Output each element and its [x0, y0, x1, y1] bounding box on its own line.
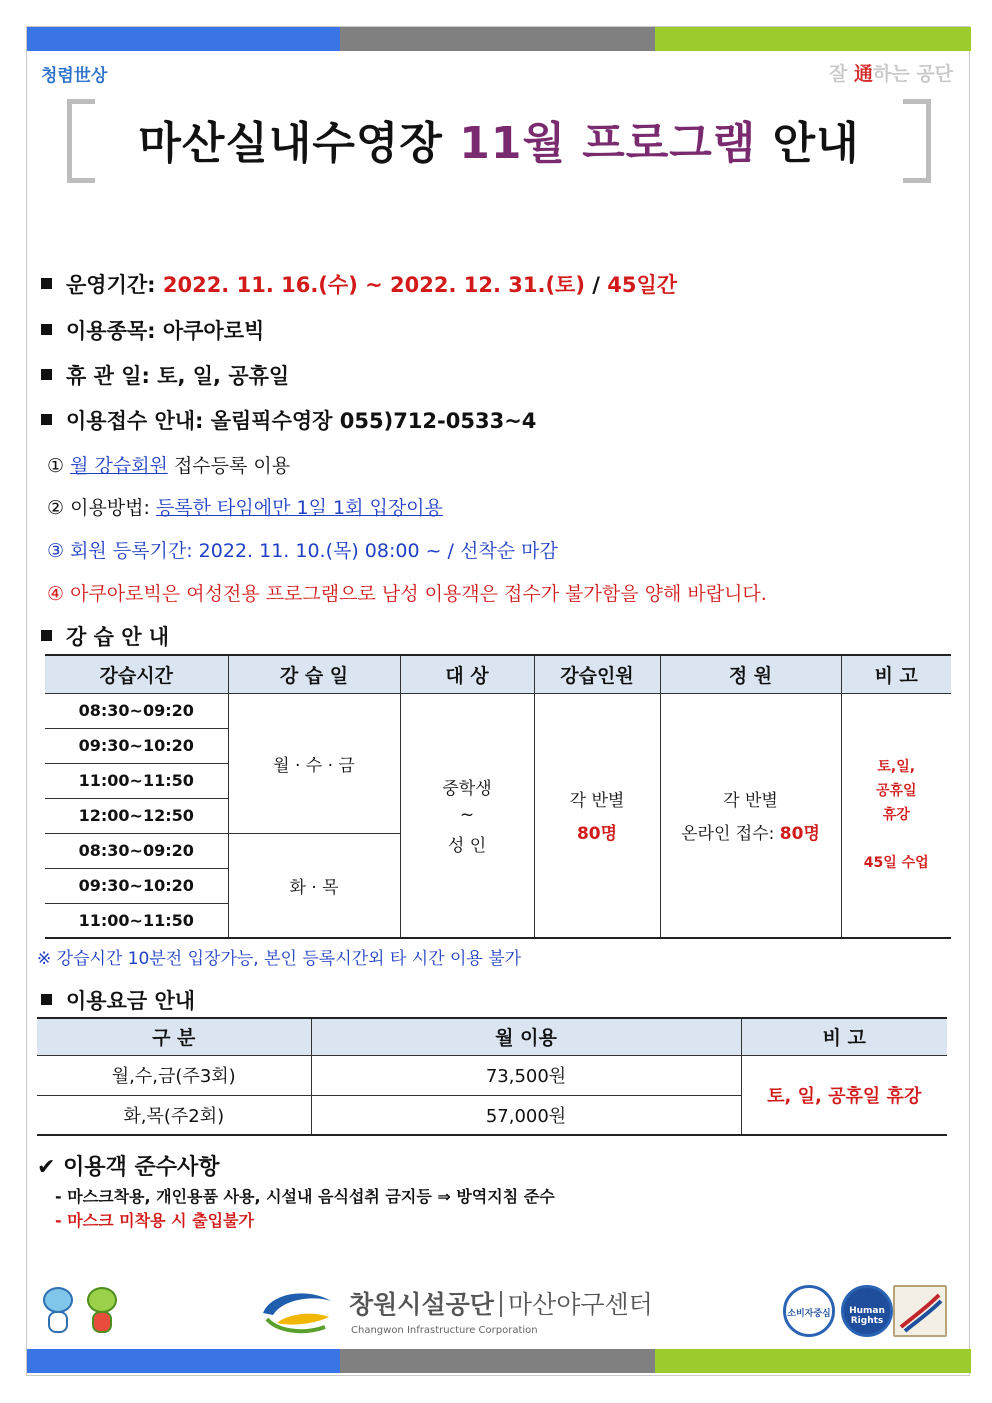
cert-emblem-icon [893, 1285, 947, 1337]
document-page [26, 26, 970, 1376]
corp-logo-icon [257, 1283, 337, 1339]
time-cell: 09:30~10:20 [45, 728, 228, 763]
fee-note-cell: 토, 일, 공휴일 휴강 [741, 1055, 947, 1135]
days-cell-mwf: 월 · 수 · 금 [228, 693, 400, 833]
info-period: 운영기간: 2022. 11. 16.(수) ~ 2022. 12. 31.(토) / 45일간 [41, 269, 677, 299]
class-size-cell: 각 반별 80명 [534, 693, 660, 938]
top-color-stripe [27, 27, 971, 51]
header-cell: 구 분 [37, 1018, 311, 1055]
info-closed: 휴 관 일: 토, 일, 공휴일 [41, 360, 289, 390]
target-cell: 중학생 ~ 성 인 [400, 693, 534, 938]
time-cell: 11:00~11:50 [45, 903, 228, 938]
rule-item-1: - 마스크착용, 개인용품 사용, 시설내 음식섭취 금지등 ⇒ 방역지침 준수 [55, 1187, 555, 1206]
fee-price-cell: 57,000원 [311, 1095, 741, 1135]
days-cell-tt: 화 · 목 [228, 833, 400, 938]
sub-item-2: ② 이용방법: 등록한 타임에만 1일 1회 입장이용 [47, 497, 443, 519]
mascot-icon [83, 1287, 121, 1337]
human-rights-badge: Human Rights [841, 1285, 893, 1337]
rule-item-2: - 마스크 미착용 시 출입불가 [55, 1211, 254, 1230]
bottom-color-stripe [27, 1349, 971, 1373]
time-cell: 11:00~11:50 [45, 763, 228, 798]
corp-name-en: Changwon Infrastructure Corporation [351, 1325, 538, 1336]
header-cell: 비 고 [741, 1018, 947, 1055]
table-header-row [45, 655, 951, 693]
square-bullet-icon [41, 994, 52, 1005]
time-cell: 09:30~10:20 [45, 868, 228, 903]
info-item: 이용종목: 아쿠아로빅 [41, 315, 264, 345]
header-cell: 정 원 [660, 655, 841, 693]
square-bullet-icon [41, 278, 52, 289]
sub-item-4: ④ 아쿠아로빅은 여성전용 프로그램으로 남성 이용객은 접수가 불가함을 양해 바랍니다. [47, 583, 767, 605]
rules-title: ✔ 이용객 준수사항 [37, 1155, 220, 1180]
fee-label-cell: 화,목(주2회) [37, 1095, 311, 1135]
header-cell: 강습시간 [45, 655, 228, 693]
fee-label-cell: 월,수,금(주3회) [37, 1055, 311, 1095]
lesson-heading: 강 습 안 내 [41, 621, 169, 651]
sub-item-1: ① 월 강습회원 접수등록 이용 [47, 455, 291, 477]
lesson-remark: ※ 강습시간 10분전 입장가능, 본인 등록시간외 타 시간 이용 불가 [37, 949, 522, 969]
capacity-cell: 각 반별 온라인 접수: 80명 [660, 693, 841, 938]
corp-name: 창원시설공단 마산야구센터 [349, 1290, 653, 1319]
mascot-images [39, 1287, 129, 1337]
header-cell: 대 상 [400, 655, 534, 693]
square-bullet-icon [41, 414, 52, 425]
fee-price-cell: 73,500원 [311, 1055, 741, 1095]
square-bullet-icon [41, 630, 52, 641]
sub-item-3: ③ 회원 등록기간: 2022. 11. 10.(목) 08:00 ~ / 선착순 마감 [47, 540, 558, 562]
header-cell: 월 이용 [311, 1018, 741, 1055]
time-cell: 08:30~09:20 [45, 693, 228, 728]
header-cell: 강습인원 [534, 655, 660, 693]
header-cell: 강 습 일 [228, 655, 400, 693]
time-cell: 12:00~12:50 [45, 798, 228, 833]
time-cell: 08:30~09:20 [45, 833, 228, 868]
note-cell: 토,일, 공휴일 휴강 45일 수업 [841, 693, 951, 938]
fee-heading: 이용요금 안내 [41, 985, 195, 1015]
square-bullet-icon [41, 369, 52, 380]
square-bullet-icon [41, 324, 52, 335]
table-row [45, 693, 951, 728]
page-title: 마산실내수영장 11월 프로그램 안내 [138, 118, 860, 169]
lesson-table [45, 654, 951, 939]
table-header-row [37, 1018, 947, 1055]
slogan-logo: 잘 通하는 공단 [828, 63, 953, 85]
fee-table [37, 1017, 947, 1136]
consumer-cert-badge: 소비자중심 [783, 1285, 835, 1337]
info-reception: 이용접수 안내: 올림픽수영장 055)712-0533~4 [41, 405, 536, 435]
mascot-icon [39, 1287, 77, 1337]
integrity-logo: 청렴世상 [41, 66, 108, 86]
title-box [67, 99, 931, 183]
header-cell: 비 고 [841, 655, 951, 693]
table-row [37, 1055, 947, 1095]
